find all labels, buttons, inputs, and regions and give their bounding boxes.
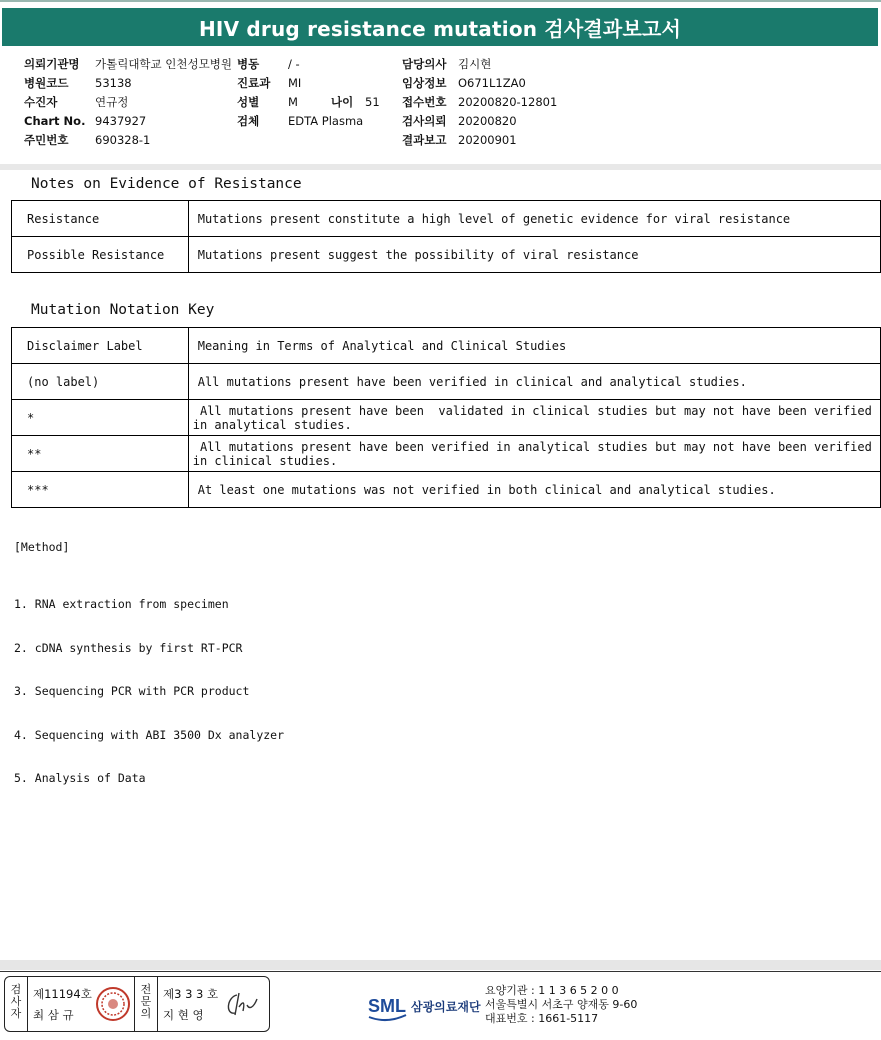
info-row [237,112,380,131]
evidence-section-title: Notes on Evidence of Resistance [31,176,302,192]
info-label: 담당의사 [402,57,447,71]
sml-logo-icon [366,986,408,1026]
examiner-vertical-label: 검 사 자 [10,983,22,1020]
notation-text: At least one mutations was not verified in both clinical and analytical studies. [188,472,880,508]
info-label: 의뢰기관명 [24,57,80,71]
info-value: 20200901 [458,133,517,147]
table-row [12,400,881,436]
info-row [24,55,232,74]
notation-section-title: Mutation Notation Key [31,302,215,318]
divider [157,977,158,1031]
notation-text-cell [188,436,880,472]
info-label: 나이 [331,95,354,109]
specialist-name: 지 현 영 [163,1008,204,1022]
table-row [12,364,881,400]
info-value: 51 [365,95,380,109]
evidence-label: Resistance [12,201,189,237]
info-label: 검체 [237,114,260,128]
info-label: 접수번호 [402,95,447,109]
evidence-text: Mutations present suggest the possibility of viral resistance [188,237,880,273]
method-steps [14,568,284,800]
info-label: 병원코드 [24,76,69,90]
signature-box [4,976,270,1032]
specialist-vertical-label: 전 문 의 [140,983,152,1020]
info-row [237,55,380,74]
info-row [402,74,557,93]
info-row [24,74,232,93]
info-label: 성별 [237,95,260,109]
info-value: 690328-1 [95,133,151,147]
notation-text-cell [188,400,880,436]
header-divider [0,164,881,170]
info-label: 병동 [237,57,260,71]
info-label: 검사의뢰 [402,114,447,128]
notation-label: ** [12,436,189,472]
notation-text: All mutations present have been validated in clinical studies but may not have been verified in analytical studies. [192,403,872,432]
method-step: 2. cDNA synthesis by first RT-PCR [14,640,243,655]
notation-header-text: Meaning in Terms of Analytical and Clinical Studies [188,328,880,364]
info-row [402,55,557,74]
footer-rule [0,971,881,972]
info-value: 김시현 [458,57,492,71]
info-row [24,112,232,131]
method-step: 3. Sequencing PCR with PCR product [14,684,250,698]
org-name: 삼광의료재단 [411,1000,481,1014]
info-value: 가톨릭대학교 인천성모병원 [95,57,232,71]
info-row [24,93,232,112]
footer-band [0,960,881,970]
info-value: MI [288,76,302,90]
info-row [237,93,380,112]
examiner-number: 제11194호 [33,987,92,1001]
info-value: EDTA Plasma [288,114,364,128]
info-label: 임상정보 [402,76,447,90]
table-header-row [12,328,881,364]
table-row [12,201,881,237]
notation-table [11,327,881,508]
info-row [402,131,557,150]
info-label: 진료과 [237,76,271,90]
evidence-text: Mutations present constitute a high level of genetic evidence for viral resistance [188,201,880,237]
info-value: 9437927 [95,114,147,128]
info-row [402,93,557,112]
evidence-label: Possible Resistance [12,237,189,273]
divider [134,977,135,1031]
divider [27,977,28,1031]
info-value: 20200820-12801 [458,95,558,109]
method-step: 4. Sequencing with ABI 3500 Dx analyzer [14,727,285,742]
info-value: 연규정 [95,95,129,109]
info-label: Chart No. [24,114,86,128]
notation-label: (no label) [12,364,189,400]
notation-label: *** [12,472,189,508]
info-label: 결과보고 [402,133,447,147]
notation-text: All mutations present have been verified in clinical and analytical studies. [188,364,880,400]
method-step: 5. Analysis of Data [14,771,146,785]
notation-label: * [12,400,189,436]
info-row [24,131,232,150]
specialist-number: 제3 3 3 호 [163,987,219,1001]
info-value: 53138 [95,76,132,90]
info-column-right [402,55,557,150]
info-row [237,74,380,93]
org-info: 요양기관 : 1 1 3 6 5 2 0 0 서울특별시 서초구 양재동 9-60 대표번호 : 1661-5117 [485,984,638,1025]
info-label: 주민번호 [24,133,69,147]
notation-text: All mutations present have been verified in analytical studies but may not have been verified in clinical studies. [192,439,872,468]
info-value: / - [288,57,300,71]
info-column-middle [237,55,380,131]
info-label: 수진자 [24,95,58,109]
evidence-table [11,200,881,273]
notation-header-label: Disclaimer Label [12,328,189,364]
sml-logo-text: SML [368,996,406,1016]
info-value: 20200820 [458,114,517,128]
method-title: [Method] [14,540,70,554]
table-row [12,472,881,508]
top-rule [0,0,881,2]
method-step: 1. RNA extraction from specimen [14,597,229,611]
info-value: M [288,95,298,109]
info-column-left [24,55,232,150]
report-title: HIV drug resistance mutation 검사결과보고서 [2,8,878,46]
info-value: O671L1ZA0 [458,76,526,90]
signature-icon [223,987,263,1021]
table-row [12,237,881,273]
examiner-name: 최 삼 규 [33,1008,74,1022]
info-row [402,112,557,131]
seal-stamp-icon [95,986,131,1022]
table-row [12,436,881,472]
